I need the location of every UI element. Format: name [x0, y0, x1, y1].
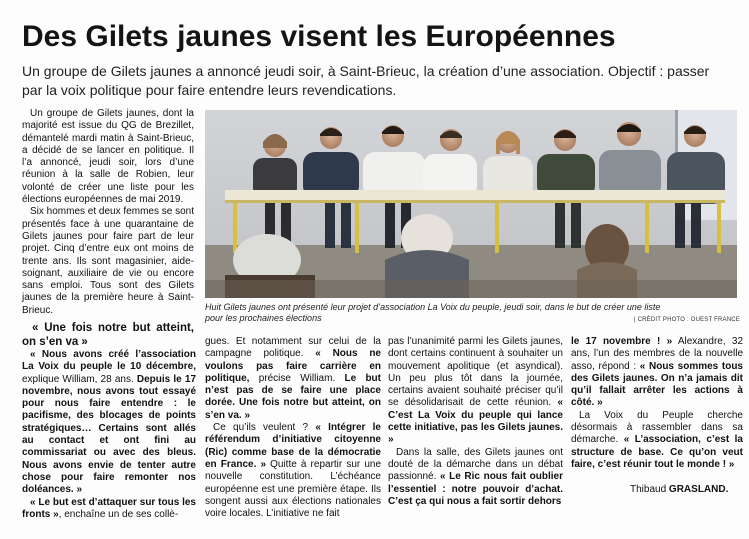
author-signature: Thibaud GRASLAND.	[630, 484, 729, 495]
intro-column	[22, 108, 194, 351]
photo-caption: Huit Gilets jaunes ont présenté leur projet d’association La Voix du peuple, jeudi soir, dans le but de créer une liste pour les prochaines élections	[205, 302, 661, 323]
paragraph: Ce qu’ils veulent ? « Intégrer le référendum d’initiative citoyenne (Ric) comme base de la démocratie en France. » Quitte à repartir sur une nouvelle constitution. L’échéance européenne est une première étape. Ils songent aussi aux élections nationales voire locales. L’initiative ne fait	[205, 422, 382, 520]
paragraph: le 17 novembre ! » Alexandre, 32 ans, l’un des membres de la nouvelle asso, répond : « Nous sommes tous des Gilets jaunes. On n’a jamais dit qu’il fallait arrêter les actions à côté. »	[571, 336, 744, 409]
body-column-4	[571, 336, 743, 471]
article-photo	[205, 110, 737, 298]
paragraph: gues. Et notamment sur celui de la campagne politique. « Nous ne voulons pas faire carrière en politique, précise William. Le but n’est pas de se faire une place dorée. Une fois notre but atteint, on s’en va. »	[205, 336, 381, 421]
section-subheading: « Une fois notre but atteint, on s’en va »	[22, 322, 194, 349]
paragraph: pas l’unanimité parmi les Gilets jaunes, dont certains continuent à souhaiter un mouvement apolitique (et asyndical). Un peu plus tôt dans la journée, certains avaient souhaité préciser qu’il se désolidarisait de cette réunion. « C’est La Voix du peuple qui lance cette initiative, pas les Gilets jaunes. »	[388, 336, 563, 446]
body-column-1	[22, 349, 196, 521]
paragraph: La Voix du Peuple cherche désormais à rassembler dans sa démarche. « L’association, c’est la structure de base. Ce qu’on veut faire, c’est réunir tout le monde ! »	[571, 409, 743, 470]
paragraph: Dans la salle, des Gilets jaunes ont douté de la démarche dans un débat passionné. « Le Ric nous fait oublier l’essentiel : notre pouvoir d’achat. C’est ça qui nous a fait sortir dehors	[388, 446, 564, 507]
article-headline: Des Gilets jaunes visent les Européennes	[22, 20, 616, 53]
meeting-photo-illustration	[205, 110, 737, 298]
intro-paragraph-1: Un groupe de Gilets jaunes, dont la majorité est issue du QG de Brezillet, démantelé mardi matin à Saint-Brieuc, a décidé de se lancer en politique. Il l’a annoncé, jeudi soir, lors d’une réunion à la salle de Robien, leur volonté de créer une liste pour les élections européennes de mai 2019.	[22, 108, 194, 206]
article-subtitle: Un groupe de Gilets jaunes a annoncé jeudi soir, à Saint-Brieuc, la création d’une association. Objectif : passer par la voix politique pour faire entendre leurs revendications.	[22, 63, 710, 98]
paragraph: « Nous avons créé l’association La Voix du peuple le 10 décembre, explique William, 28 ans. Depuis le 17 novembre, nous avons tout essayé pour nous faire entendre : le pacifisme, des blocages de points stratégiques… Certains sont allés au contact et ont fini au commissariat ou avec des bleus. Nous avons envie de tenter autre chose pour faire remonter nos doléances. »	[22, 349, 196, 496]
paragraph: « Le but est d’attaquer sur tous les fronts », enchaîne un de ses collè-	[22, 496, 196, 520]
intro-paragraph-2: Six hommes et deux femmes se sont présentés face à une quarantaine de Gilets jaunes pour faire part de leur projet. Cinq d’entre eux ont moins de trente ans. Ils sont magasinier, aide-soignant, auxiliaire de vie ou encore sans emploi. Tous sont des Gilets jaunes de la première heure à Saint-Brieuc.	[22, 206, 194, 316]
body-column-2	[205, 336, 381, 520]
body-column-3	[388, 336, 563, 508]
photo-credit: | CRÉDIT PHOTO : OUEST FRANCE	[633, 317, 740, 323]
